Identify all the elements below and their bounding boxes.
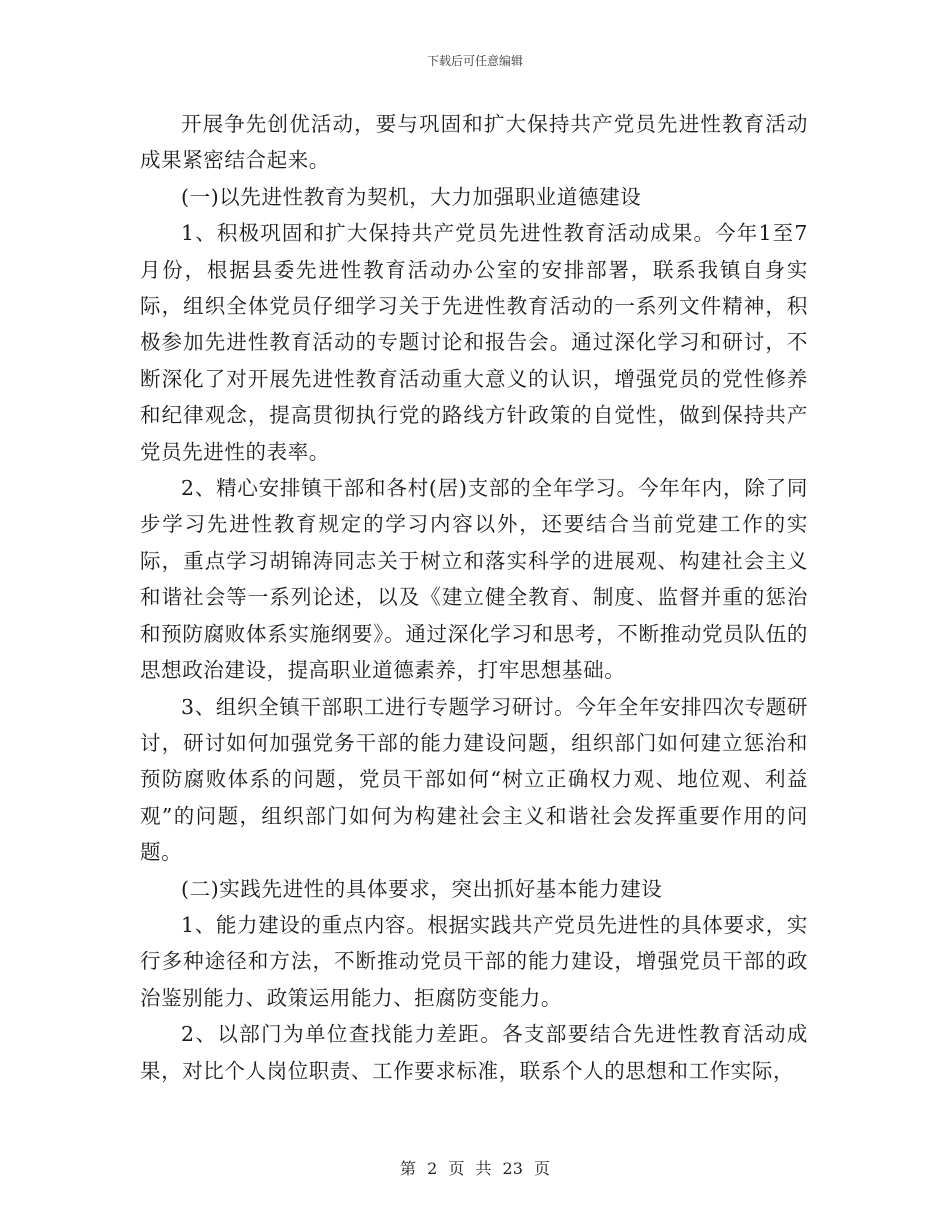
section-heading-2: (二)实践先进性的具体要求，突出抓好基本能力建设 [181, 876, 663, 901]
document-body [140, 106, 808, 1089]
page-header: 下载后可任意编辑 [426, 54, 523, 68]
page-number-footer: 第 2 页 共 23 页 [400, 1159, 550, 1178]
paragraph-1-2: 2、精心安排镇干部和各村(居)支部的全年学习。今年年内，除了同步学习先进性教育规定的学习内容以外，还要结合当前党建工作的实际，重点学习胡锦涛同志关于树立和落实科学的进展观、构建社会主义和谐社会等一系列论述，以及《建立健全教育、制度、监督并重的惩治和预防腐败体系实施纲要》。通过深化学习和思考，不断推动党员队伍的思想政治建设，提高职业道德素养，打牢思想基础。 [140, 476, 808, 683]
paragraph-2-2: 2、以部门为单位查找能力差距。各支部要结合先进性教育活动成果，对比个人岗位职责、工作要求标准，联系个人的思想和工作实际， [140, 1022, 808, 1083]
section-heading-1: (一)以先进性教育为契机，大力加强职业道德建设 [181, 184, 642, 209]
paragraph-1-3: 3、组织全镇干部职工进行专题学习研讨。今年全年安排四次专题研讨，研讨如何加强党务干部的能力建设问题，组织部门如何建立惩治和预防腐败体系的问题，党员干部如何“树立正确权力观、地位观、利益观”的问题，组织部门如何为构建社会主义和谐社会发挥重要作用的问题。 [140, 694, 808, 865]
paragraph-2-1: 1、能力建设的重点内容。根据实践共产党员先进性的具体要求，实行多种途径和方法，不断推动党员干部的能力建设，增强党员干部的政治鉴别能力、政策运用能力、拒腐防变能力。 [140, 912, 808, 1010]
paragraph-intro-continuation: 开展争先创优活动，要与巩固和扩大保持共产党员先进性教育活动成果紧密结合起来。 [140, 112, 808, 173]
paragraph-1-1: 1、积极巩固和扩大保持共产党员先进性教育活动成果。今年1至7月份，根据县委先进性教育活动办公室的安排部署，联系我镇自身实际，组织全体党员仔细学习关于先进性教育活动的一系列文件精神，积极参加先进性教育活动的专题讨论和报告会。通过深化学习和研讨，不断深化了对开展先进性教育活动重大意义的认识，增强党员的党性修养和纪律观念，提高贯彻执行党的路线方针政策的自觉性，做到保持共产党员先进性的表率。 [140, 221, 808, 464]
